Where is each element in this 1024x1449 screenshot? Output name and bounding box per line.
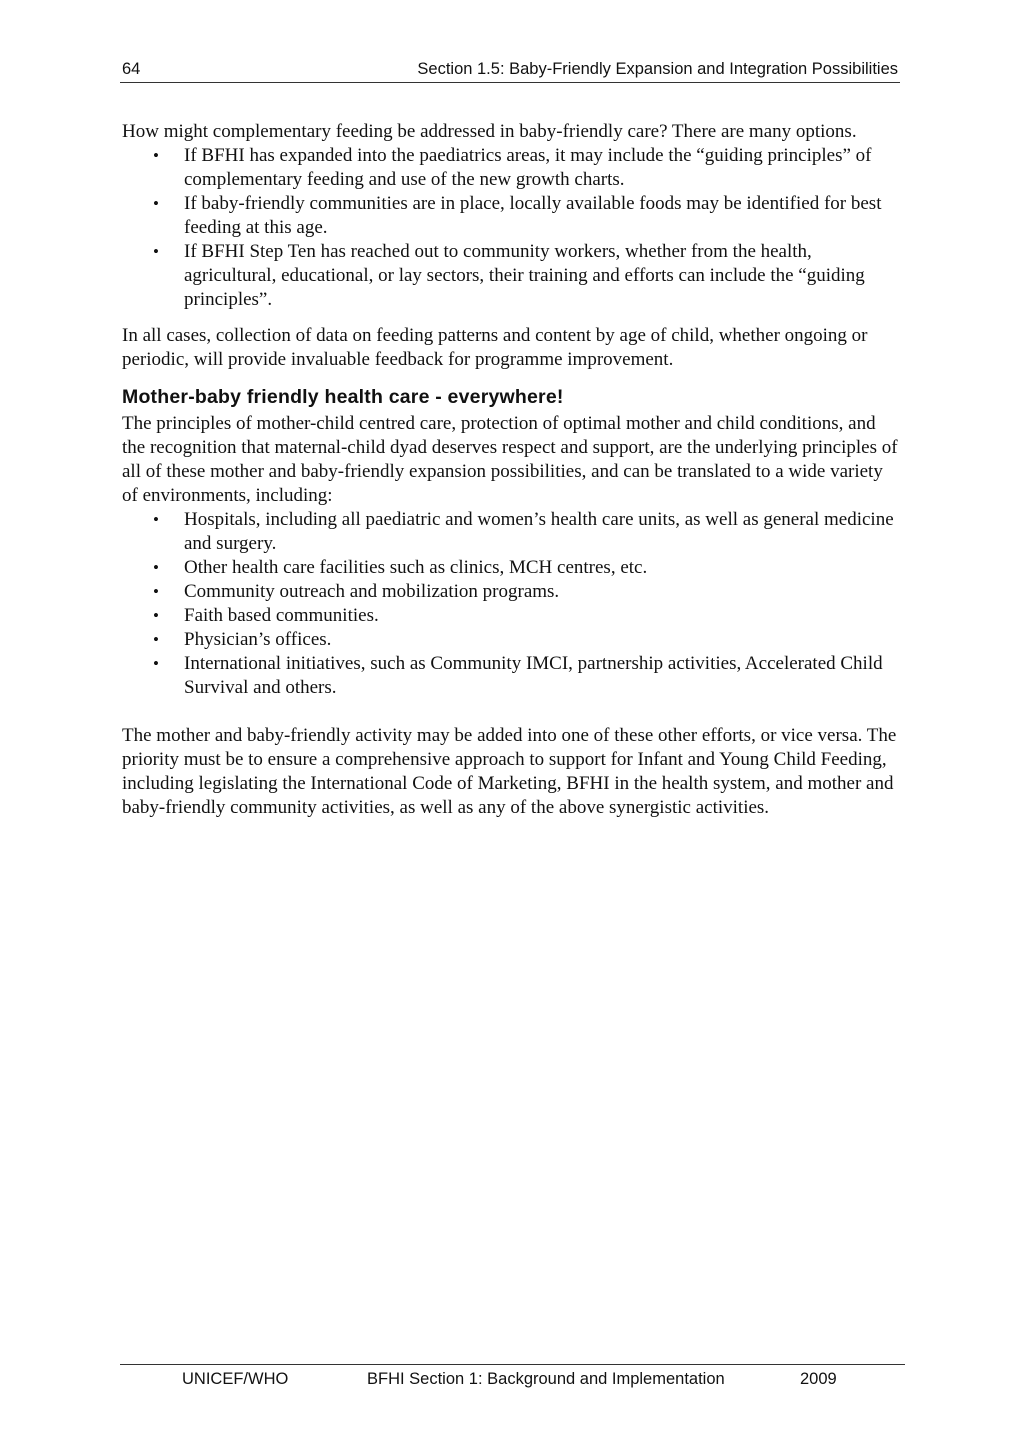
environments-list: [122, 508, 902, 700]
bullet-icon: •: [153, 194, 159, 213]
bullet-icon: •: [153, 242, 159, 261]
list-item: [122, 556, 902, 580]
footer-year: 2009: [800, 1370, 837, 1388]
bullet-icon: •: [153, 146, 159, 165]
list-item: [122, 192, 902, 240]
section-subheading: Mother-baby friendly health care - everywhere!: [122, 386, 564, 408]
list-item-text: If BFHI Step Ten has reached out to community workers, whether from the health, agricultural, educational, or lay sectors, their training and efforts can include the “guiding principles”.: [184, 241, 865, 310]
page-header: [120, 58, 900, 83]
list-item-text: Physician’s offices.: [184, 629, 332, 650]
list-item-text: Faith based communities.: [184, 605, 379, 626]
section-title: Section 1.5: Baby-Friendly Expansion and Integration Possibilities: [417, 60, 898, 78]
list-item-text: If baby-friendly communities are in place, locally available foods may be identified for best feeding at this age.: [184, 193, 882, 238]
list-item-text: Community outreach and mobilization programs.: [184, 581, 560, 602]
page-footer: [120, 1364, 905, 1395]
principles-paragraph: The principles of mother-child centred care, protection of optimal mother and child conditions, and the recognition that maternal-child dyad deserves respect and support, are the underlying principles of all of these mother and baby-friendly expansion possibilities, and can be translated to a wide variety of environments, including:: [122, 413, 898, 506]
list-item-text: International initiatives, such as Community IMCI, partnership activities, Accelerated Child Survival and others.: [184, 653, 883, 698]
list-item-text: Other health care facilities such as clinics, MCH centres, etc.: [184, 557, 648, 578]
list-item: [122, 604, 902, 628]
options-list: [122, 144, 902, 312]
footer-organization: UNICEF/WHO: [182, 1370, 289, 1388]
bullet-icon: •: [153, 558, 159, 577]
page-body: [122, 120, 902, 820]
all-cases-paragraph: In all cases, collection of data on feeding patterns and content by age of child, whether ongoing or periodic, will provide invaluable feedback for programme improvement.: [122, 325, 868, 370]
list-item-text: If BFHI has expanded into the paediatrics areas, it may include the “guiding principles” of complementary feeding and use of the new growth charts.: [184, 145, 872, 190]
list-item-text: Hospitals, including all paediatric and women’s health care units, as well as general medicine and surgery.: [184, 509, 894, 554]
list-item: [122, 144, 902, 192]
bullet-icon: •: [153, 582, 159, 601]
list-item: [122, 652, 902, 700]
bullet-icon: •: [153, 606, 159, 625]
list-item: [122, 240, 902, 312]
bullet-icon: •: [153, 510, 159, 529]
closing-paragraph: The mother and baby-friendly activity may be added into one of these other efforts, or vice versa. The priority must be to ensure a comprehensive approach to support for Infant and Young Child Feeding, including legislating the International Code of Marketing, BFHI in the health system, and mother and baby-friendly community activities, as well as any of the above synergistic activities.: [122, 725, 897, 818]
page-number: 64: [122, 60, 141, 78]
list-item: [122, 508, 902, 556]
bullet-icon: •: [153, 630, 159, 649]
list-item: [122, 628, 902, 652]
footer-document-title: BFHI Section 1: Background and Implementation: [367, 1370, 725, 1388]
list-item: [122, 580, 902, 604]
intro-paragraph: How might complementary feeding be addressed in baby-friendly care? There are many options.: [122, 121, 857, 142]
bullet-icon: •: [153, 654, 159, 673]
